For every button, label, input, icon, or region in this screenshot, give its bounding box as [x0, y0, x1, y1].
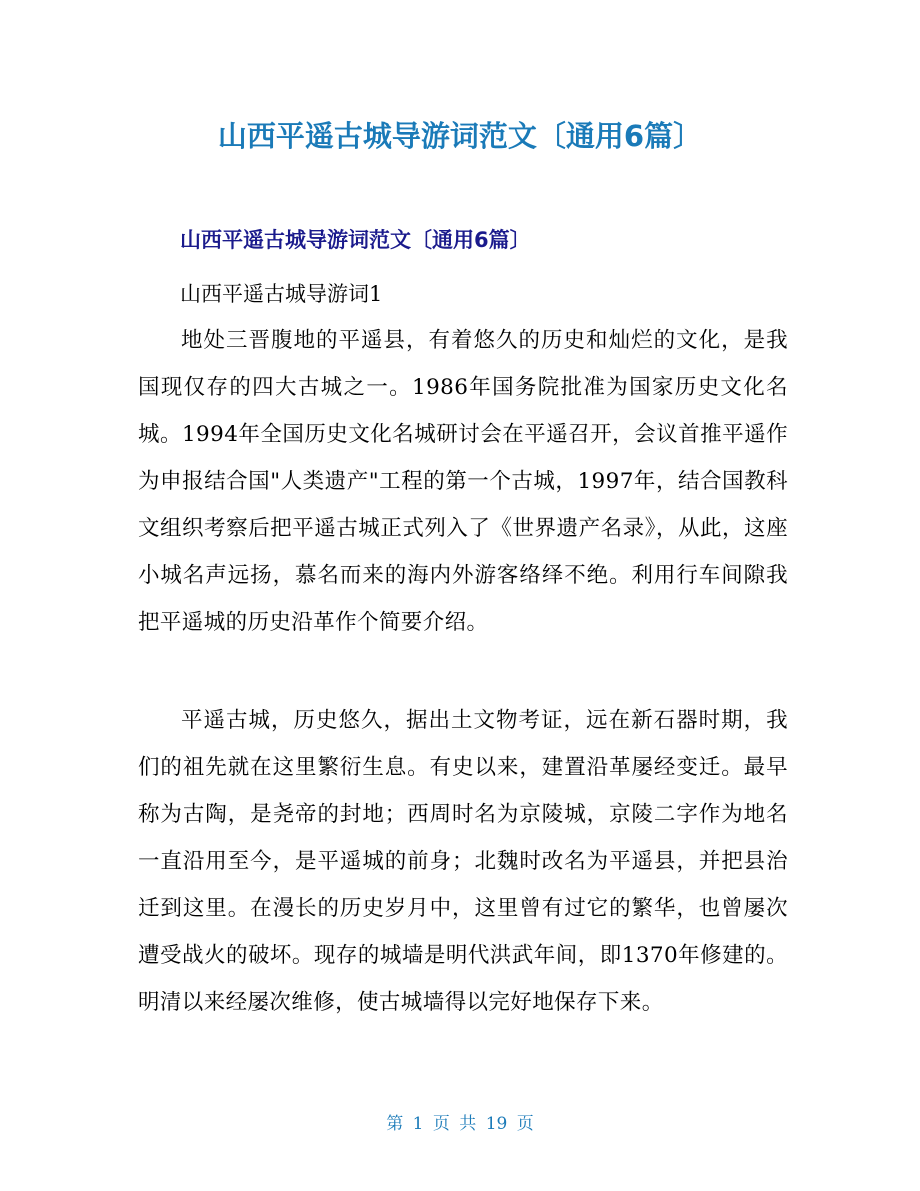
body-paragraph: 平遥古城，历史悠久，据出土文物考证，远在新石器时期，我们的祖先就在这里繁衍生息。有史以来，建置沿革屡经变迁。最早称为古陶，是尧帝的封地；西周时名为京陵城，京陵二字作为地名一直沿用至今，是平遥城的前身；北魏时改名为平遥县，并把县治迁到这里。在漫长的历史岁月中，这里曾有过它的繁华，也曾屡次遭受战火的破坏。现存的城墙是明代洪武年间，即1370年修建的。明清以来经屡次维修，使古城墙得以完好地保存下来。: [138, 708, 788, 1015]
document-subtitle: 山西平遥古城导游词范文〔通用6篇〕: [180, 228, 531, 252]
page-footer: 第 1 页 共 19 页: [386, 1114, 534, 1134]
section-heading: 山西平遥古城导游词1: [180, 282, 383, 306]
document-title: 山西平遥古城导游词范文〔通用6篇〕: [217, 119, 703, 153]
body-paragraph: 地处三晋腹地的平遥县，有着悠久的历史和灿烂的文化，是我国现仅存的四大古城之一。1986年国务院批准为国家历史文化名城。1994年全国历史文化名城研讨会在平遥召开，会议首推平遥作为申报结合国"人类遗产"工程的第一个古城，1997年，结合国教科文组织考察后把平遥古城正式列入了《世界遗产名录》，从此，这座小城名声远扬，慕名而来的海内外游客络绎不绝。利用行车间隙我把平遥城的历史沿革作个简要介绍。: [138, 328, 788, 635]
